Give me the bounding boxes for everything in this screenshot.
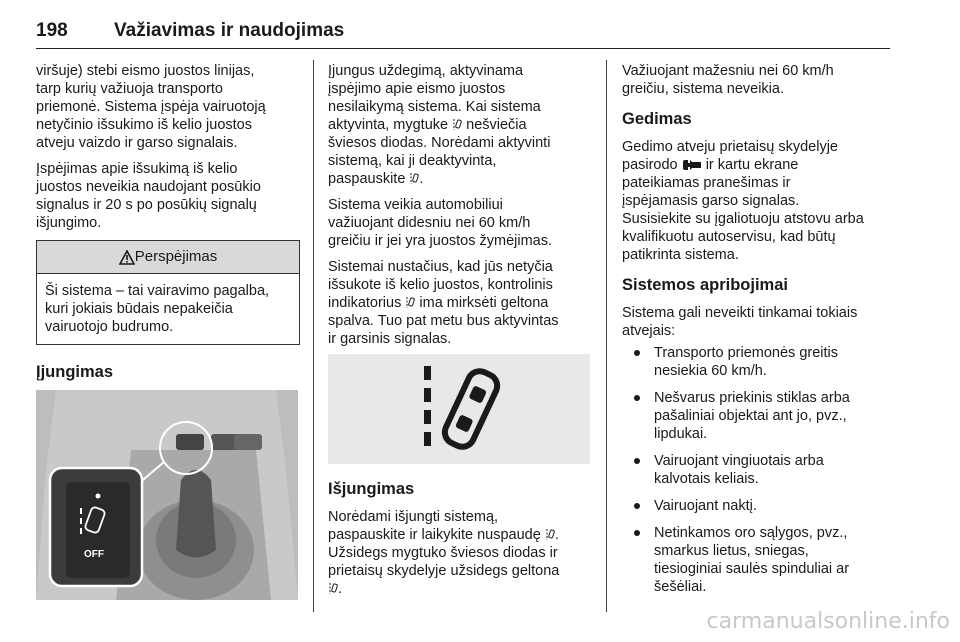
paragraph: viršuje) stebi eismo juostos linijas, tarp kurių važiuoja transporto priemonė. Sistema įspėja vairuotoją netyčinio išsukimo iš kelio juostos atveju vaizdo ir garso signalais. (36, 63, 266, 151)
column-3 (622, 62, 892, 605)
lane-departure-graphic (328, 354, 590, 464)
paragraph: Sistemai nustačius, kad jūs netyčia išsukote iš kelio juostos, kontrolinis indikatorius ima mirksėti geltona spalva. Tuo pat metu bus aktyvintas ir garsinis signalas. (328, 259, 559, 347)
chapter-title: Važiavimas ir naudojimas (114, 20, 345, 41)
column-divider (606, 60, 607, 612)
paragraph: Sistema veikia automobiliui važiuojant didesniu nei 60 km/h greičiu ir jei yra juostos žymėjimas. (328, 197, 553, 249)
paragraph: Įspėjimas apie išsukimą iš kelio juostos neveikia naudojant posūkio signalus ir 20 s po posūkių signalų išjungimo. (36, 161, 261, 231)
column-2 (328, 62, 598, 356)
limitations-list (622, 344, 892, 596)
warning-triangle-icon (119, 250, 135, 265)
header-rule (36, 48, 890, 49)
lane-departure-indicator-icon (328, 582, 338, 595)
paragraph: Norėdami išjungti sistemą, paspauskite ir laikykite nuspaudę . Užsidegs mygtuko šviesos diodas ir prietaisų skydelyje užsidegs geltona . (328, 509, 560, 597)
page-header (36, 20, 890, 50)
section-title: Įjungimas (36, 363, 114, 381)
list-item: Nešvarus priekinis stiklas arba pašaliniai objektai ant jo, pvz., lipdukai. (622, 389, 892, 443)
section-title: Gedimas (622, 110, 692, 128)
console-photo (36, 390, 298, 600)
page-number: 198 (36, 20, 68, 41)
paragraph: Važiuojant mažesniu nei 60 km/h greičiu, sistema neveikia. (622, 63, 834, 97)
list-item: Netinkamos oro sąlygos, pvz., smarkus lietus, sniegas, tiesioginiai saulės spinduliai ar šešėliai. (622, 524, 892, 596)
warning-box (36, 240, 300, 345)
list-item: Vairuojant naktį. (622, 497, 892, 515)
column-2-lower (328, 480, 598, 606)
section-title: Sistemos apribojimai (622, 276, 788, 294)
warning-text: Ši sistema – tai vairavimo pagalba, kuri jokiais būdais nepakeičia vairuotojo budrumo. (45, 283, 270, 335)
off-label: OFF (84, 549, 104, 560)
column-1 (36, 62, 300, 391)
watermark: carmanualsonline.info (706, 609, 950, 634)
warning-header (37, 241, 299, 274)
lane-departure-indicator-icon (405, 296, 415, 309)
console-illustration (36, 390, 298, 600)
list-item: Transporto priemonės greitis nesiekia 60 km/h. (622, 344, 892, 380)
lane-departure-icon (452, 118, 462, 131)
section-title: Išjungimas (328, 480, 415, 498)
list-item: Vairuojant vingiuotais arba kalvotais keliais. (622, 452, 892, 488)
wrench-icon (682, 160, 702, 170)
column-divider (313, 60, 314, 612)
warning-title: Perspėjimas (134, 248, 218, 265)
paragraph: Gedimo atveju prietaisų skydelyje pasirodo ir kartu ekrane pateikiamas pranešimas ir įspėjamasis garso signalas. Susisiekite su įgaliotuoju atstovu arba kvalifikuotu autoservisu, kad būtų patikrinta sistema. (622, 139, 864, 263)
paragraph: Sistema gali neveikti tinkamai tokiais atvejais: (622, 305, 858, 339)
lane-departure-icon (545, 528, 555, 541)
lane-departure-icon (409, 172, 419, 185)
paragraph: Įjungus uždegimą, aktyvinama įspėjimo apie eismo juostos nesilaikymą sistema. Kai sistema aktyvinta, mygtuke nešviečia šviesos diodas. Norėdami aktyvinti sistemą, kai ji deaktyvinta, paspauskite . (328, 63, 551, 187)
